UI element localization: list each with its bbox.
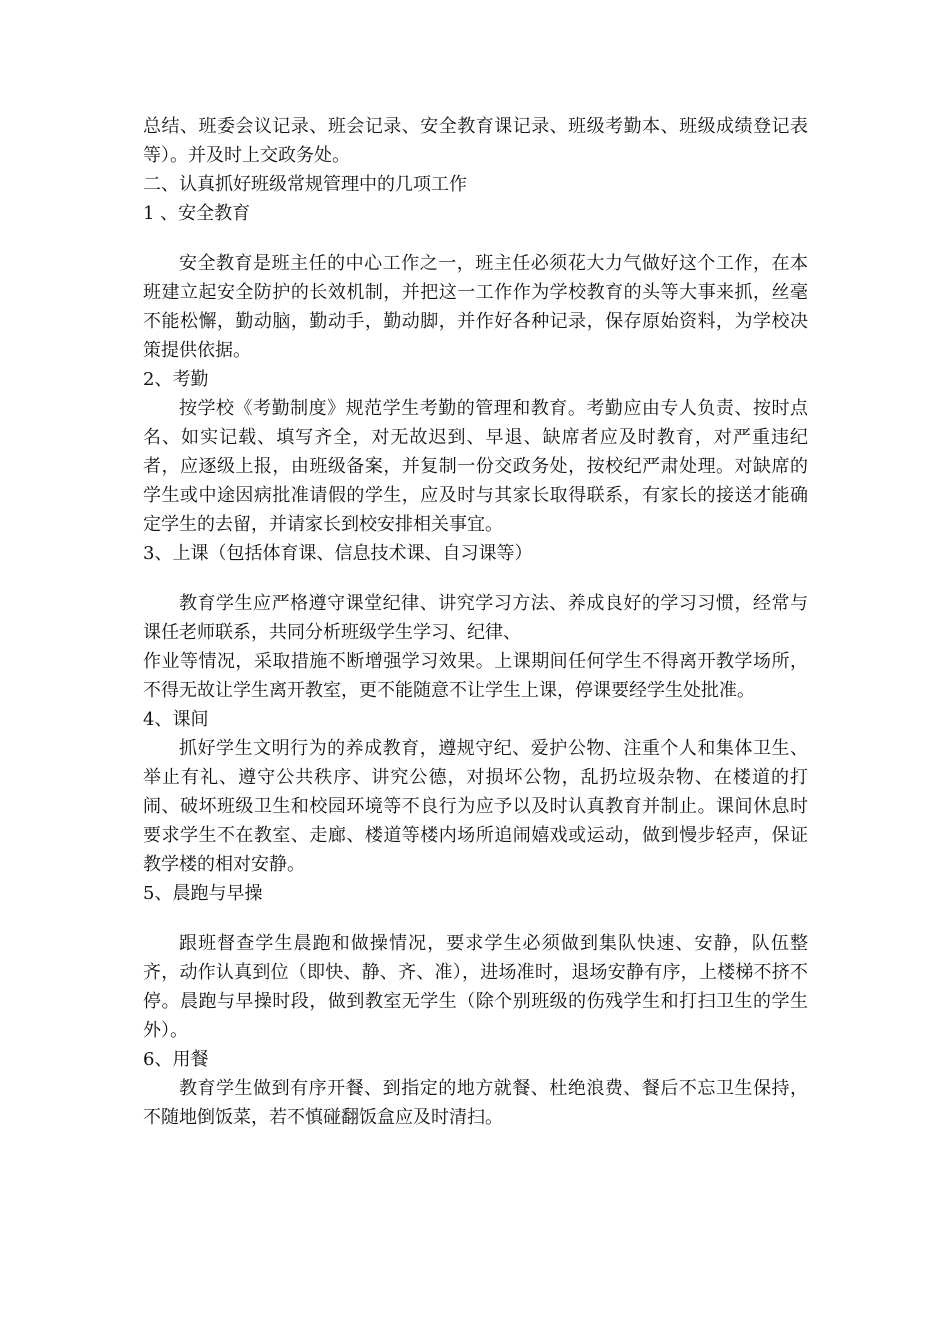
item-4-body: 抓好学生文明行为的养成教育，遵规守纪、爱护公物、注重个人和集体卫生、举止有礼、遵守公共秩序、讲究公德，对损坏公物，乱扔垃圾杂物、在楼道的打闹、破坏班级卫生和校园环境等不良行为应予以及时认真教育并制止。课间休息时要求学生不在教室、走廊、楼道等楼内场所追闹嬉戏或运动，做到慢步轻声，保证教学楼的相对安静。 [143,738,808,875]
intro-paragraph: 总结、班委会议记录、班会记录、安全教育课记录、班级考勤本、班级成绩登记表等）。并及时上交政务处。 [143,116,808,166]
item-6-body: 教育学生做到有序开餐、到指定的地方就餐、杜绝浪费、餐后不忘卫生保持，不随地倒饭菜，若不慎碰翻饭盒应及时清扫。 [143,1078,808,1128]
item-5-body: 跟班督查学生晨跑和做操情况，要求学生必须做到集队快速、安静，队伍整齐，动作认真到位（即快、静、齐、准），进场准时，退场安静有序，上楼梯不挤不停。晨跑与早操时段，做到教室无学生（除个别班级的伤残学生和打扫卫生的学生外）。 [143,933,808,1041]
item-3-body-line2: 作业等情况，采取措施不断增强学习效果。上课期间任何学生不得离开教学场所，不得无故让学生离开教室，更不能随意不让学生上课，停课要经学生处批准。 [143,651,808,701]
section-2-title: 二、认真抓好班级常规管理中的几项工作 [143,174,467,195]
item-5-heading: 5、晨跑与早操 [143,883,263,904]
item-6-heading: 6、用餐 [143,1049,209,1070]
item-2-heading: 2、考勤 [143,369,209,390]
item-2-body: 按学校《考勤制度》规范学生考勤的管理和教育。考勤应由专人负责、按时点名、如实记载、填写齐全，对无故迟到、早退、缺席者应及时教育，对严重违纪者，应逐级上报，由班级备案，并复制一份交政务处，按校纪严肃处理。对缺席的学生或中途因病批准请假的学生，应及时与其家长取得联系，有家长的接送才能确定学生的去留，并请家长到校安排相关事宜。 [143,398,808,535]
item-3-heading: 3、上课（包括体育课、信息技术课、自习课等） [143,543,533,564]
item-1-body: 安全教育是班主任的中心工作之一，班主任必须花大力气做好这个工作，在本班建立起安全防护的长效机制，并把这一工作作为学校教育的头等大事来抓，丝毫不能松懈，勤动脑，勤动手，勤动脚，并作好各种记录，保存原始资料，为学校决策提供依据。 [143,253,808,361]
item-3-body-line1: 教育学生应严格遵守课堂纪律、讲究学习方法、养成良好的学习习惯，经常与课任老师联系，共同分析班级学生学习、纪律、 [143,593,808,643]
item-1-heading: 1 、安全教育 [143,203,251,224]
item-4-heading: 4、课间 [143,709,209,730]
document-body [143,112,808,1132]
